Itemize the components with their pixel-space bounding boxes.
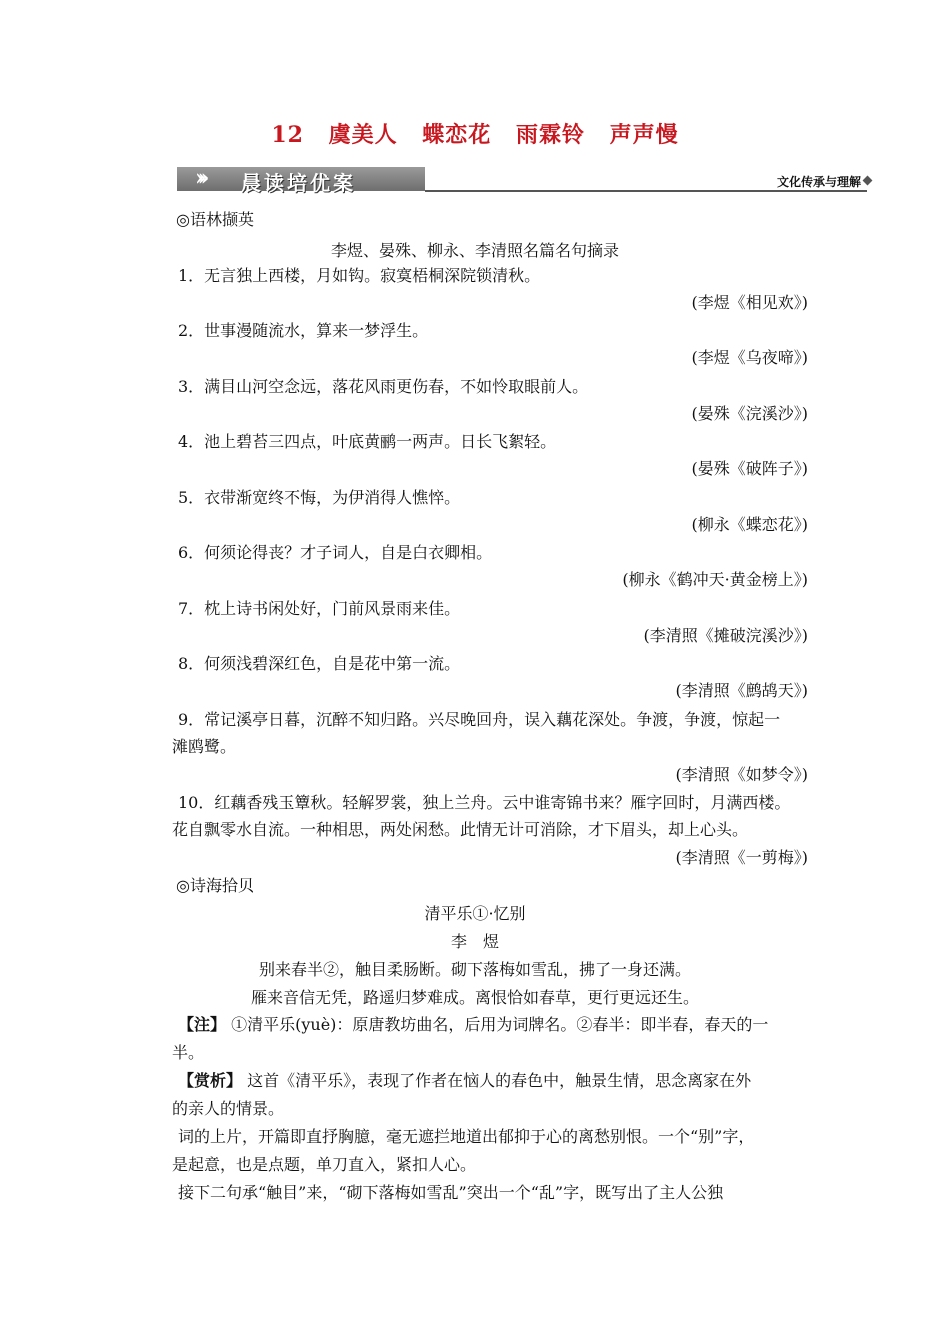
quote-2: 2．世事漫随流水，算来一梦浮生。 xyxy=(178,321,429,340)
analysis-text: 这首《清平乐》，表现了作者在恼人的春色中，触景生情，思念离家在外 xyxy=(247,1071,752,1090)
quote-1: 1．无言独上西楼，月如钩。寂寞梧桐深院锁清秋。 xyxy=(178,266,541,285)
poem-author: 李 煜 xyxy=(450,932,499,951)
analysis-paragraph xyxy=(178,1068,818,1091)
quote-4-source: (晏殊《破阵子》) xyxy=(691,459,808,478)
note-label: 【注】 xyxy=(178,1015,227,1034)
quote-3: 3．满目山河空念远，落花风雨更伤春，不如怜取眼前人。 xyxy=(178,377,589,396)
poem-title: 清平乐①·忆别 xyxy=(424,904,526,923)
diamond-icon xyxy=(863,176,873,186)
title-part-4: 声声慢 xyxy=(609,122,679,148)
quote-6: 6．何须论得丧？才子词人，自是白衣卿相。 xyxy=(178,543,493,562)
section-banner xyxy=(177,163,867,195)
note-paragraph xyxy=(178,1012,818,1035)
page-title xyxy=(0,118,950,149)
quote-10-source: (李清照《一剪梅》) xyxy=(675,848,808,867)
title-part-2: 蝶恋花 xyxy=(422,122,492,148)
paragraph-1-cont: 是起意，也是点题，单刀直入，紧扣人心。 xyxy=(172,1155,477,1174)
quote-6-source: (柳永《鹤冲天·黄金榜上》) xyxy=(622,570,808,589)
lesson-number: 12 xyxy=(271,122,304,148)
quote-4: 4．池上碧苔三四点，叶底黄鹂一两声。日长飞絮轻。 xyxy=(178,432,557,451)
quote-9: 9．常记溪亭日暮，沉醉不知归路。兴尽晚回舟，误入藕花深处。争渡，争渡，惊起一 xyxy=(178,710,781,729)
paragraph-2: 接下二句承“触目”来，“砌下落梅如雪乱”突出一个“乱”字，既写出了主人公独 xyxy=(178,1183,724,1202)
note-text: ①清平乐(yuè)：原唐教坊曲名，后用为词牌名。②春半：即半春，春天的一 xyxy=(231,1015,769,1034)
paragraph-1: 词的上片，开篇即直抒胸臆，毫无遮拦地道出郁抑于心的离愁别恨。一个“别”字， xyxy=(178,1127,755,1146)
banner-label: 晨读培优案 xyxy=(241,171,356,195)
quote-10: 10．红藕香残玉簟秋。轻解罗裳，独上兰舟。云中谁寄锦书来？雁字回时，月满西楼。 xyxy=(178,793,791,812)
poem-line-2: 雁来音信无凭，路遥归梦难成。离恨恰如春草，更行更远还生。 xyxy=(250,988,699,1007)
quote-9-source: (李清照《如梦令》) xyxy=(675,765,808,784)
quote-5-source: (柳永《蝶恋花》) xyxy=(691,515,808,534)
analysis-cont: 的亲人的情景。 xyxy=(172,1099,285,1118)
section-subtitle: 李煜、晏殊、柳永、李清照名篇名句摘录 xyxy=(330,241,619,260)
quote-2-source: (李煜《乌夜啼》) xyxy=(691,348,808,367)
chevron-right-icon: ››› xyxy=(195,165,204,191)
quote-1-source: (李煜《相见欢》) xyxy=(691,293,808,312)
quote-7-source: (李清照《摊破浣溪沙》) xyxy=(643,626,808,645)
analysis-label: 【赏析】 xyxy=(178,1071,243,1090)
note-cont: 半。 xyxy=(172,1043,205,1062)
section-heading-2: ◎诗海拾贝 xyxy=(176,876,254,895)
quote-7: 7．枕上诗书闲处好，门前风景雨来佳。 xyxy=(178,599,461,618)
title-part-1: 虞美人 xyxy=(328,122,398,148)
quote-9-cont: 滩鸥鹭。 xyxy=(172,737,237,756)
title-part-3: 雨霖铃 xyxy=(515,122,585,148)
section-heading-1: ◎语林撷英 xyxy=(176,210,254,229)
quote-10-cont: 花自飘零水自流。一种相思，两处闲愁。此情无计可消除，才下眉头，却上心头。 xyxy=(172,820,749,839)
quote-3-source: (晏殊《浣溪沙》) xyxy=(691,404,808,423)
banner-rule xyxy=(425,190,867,192)
poem-line-1: 别来春半②，触目柔肠断。砌下落梅如雪乱，拂了一身还满。 xyxy=(258,960,691,979)
quote-5: 5．衣带渐宽终不悔，为伊消得人憔悴。 xyxy=(178,488,461,507)
quote-8: 8．何须浅碧深红色，自是花中第一流。 xyxy=(178,654,461,673)
banner-category: 文化传承与理解 xyxy=(776,175,861,189)
quote-8-source: (李清照《鹧鸪天》) xyxy=(675,681,808,700)
